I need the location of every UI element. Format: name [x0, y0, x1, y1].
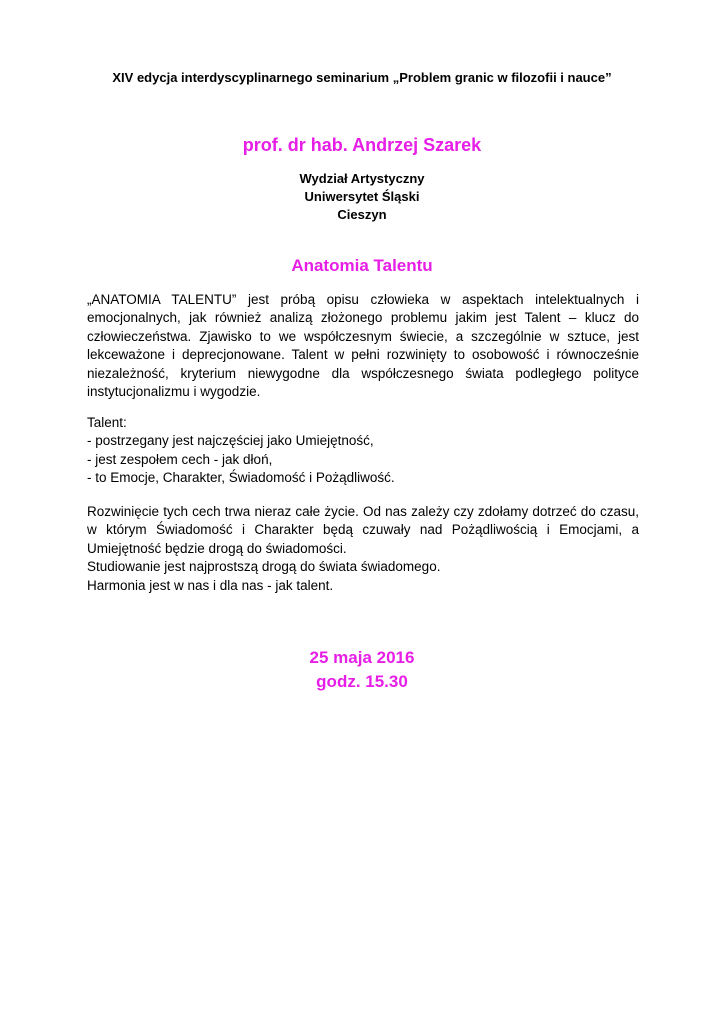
university-name: Uniwersytet Śląski — [304, 189, 420, 204]
seminar-title: XIV edycja interdyscyplinarnego seminarium „Problem granic w filozofii i nauce” — [112, 70, 612, 85]
closing-line-harmony: Harmonia jest w nas i dla nas - jak talent. — [87, 577, 334, 593]
event-time: godz. 15.30 — [316, 672, 408, 691]
talent-item: - postrzegany jest najczęściej jako Umiejętność, — [87, 433, 374, 449]
talent-item: - to Emocje, Charakter, Świadomość i Pożądliwość. — [87, 470, 395, 486]
event-details — [0, 646, 724, 694]
talk-title: Anatomia Talentu — [291, 256, 433, 275]
talent-item: - jest zespołem cech - jak dłoń, — [87, 451, 273, 467]
speaker-name: prof. dr hab. Andrzej Szarek — [242, 135, 482, 155]
closing-section — [87, 503, 639, 595]
faculty-name: Wydział Artystyczny — [299, 171, 425, 186]
closing-paragraph: Rozwinięcie tych cech trwa nieraz całe życie. Od nas zależy czy zdołamy dotrzeć do czasu, w którym Świadomość i Charakter będą czuwały nad Pożądliwością i Emocjami, a Umiejętność będzie drogą do świadomości. — [87, 504, 639, 556]
talent-list — [87, 414, 639, 488]
closing-line-studying: Studiowanie jest najprostszą drogą do świata świadomego. — [87, 559, 441, 575]
city-name: Cieszyn — [337, 207, 387, 222]
talent-heading: Talent: — [87, 415, 127, 430]
speaker-affiliation — [0, 170, 724, 224]
event-date: 25 maja 2016 — [309, 648, 415, 667]
abstract-paragraph: „ANATOMIA TALENTU” jest próbą opisu człowieka w aspektach intelektualnych i emocjonalnych, jak również analizą złożonego problemu jakim jest Talent – klucz do człowieczeństwa. Zjawisko to we współczesnym świecie, a szczególnie w sztuce, jest lekceważone i deprecjonowane. Talent w pełni rozwinięty to osobowość i równocześnie niezależność, kryterium niewygodne dla współczesnego świata podległego polityce instytucjonalizmu i wygodzie. — [87, 292, 639, 400]
